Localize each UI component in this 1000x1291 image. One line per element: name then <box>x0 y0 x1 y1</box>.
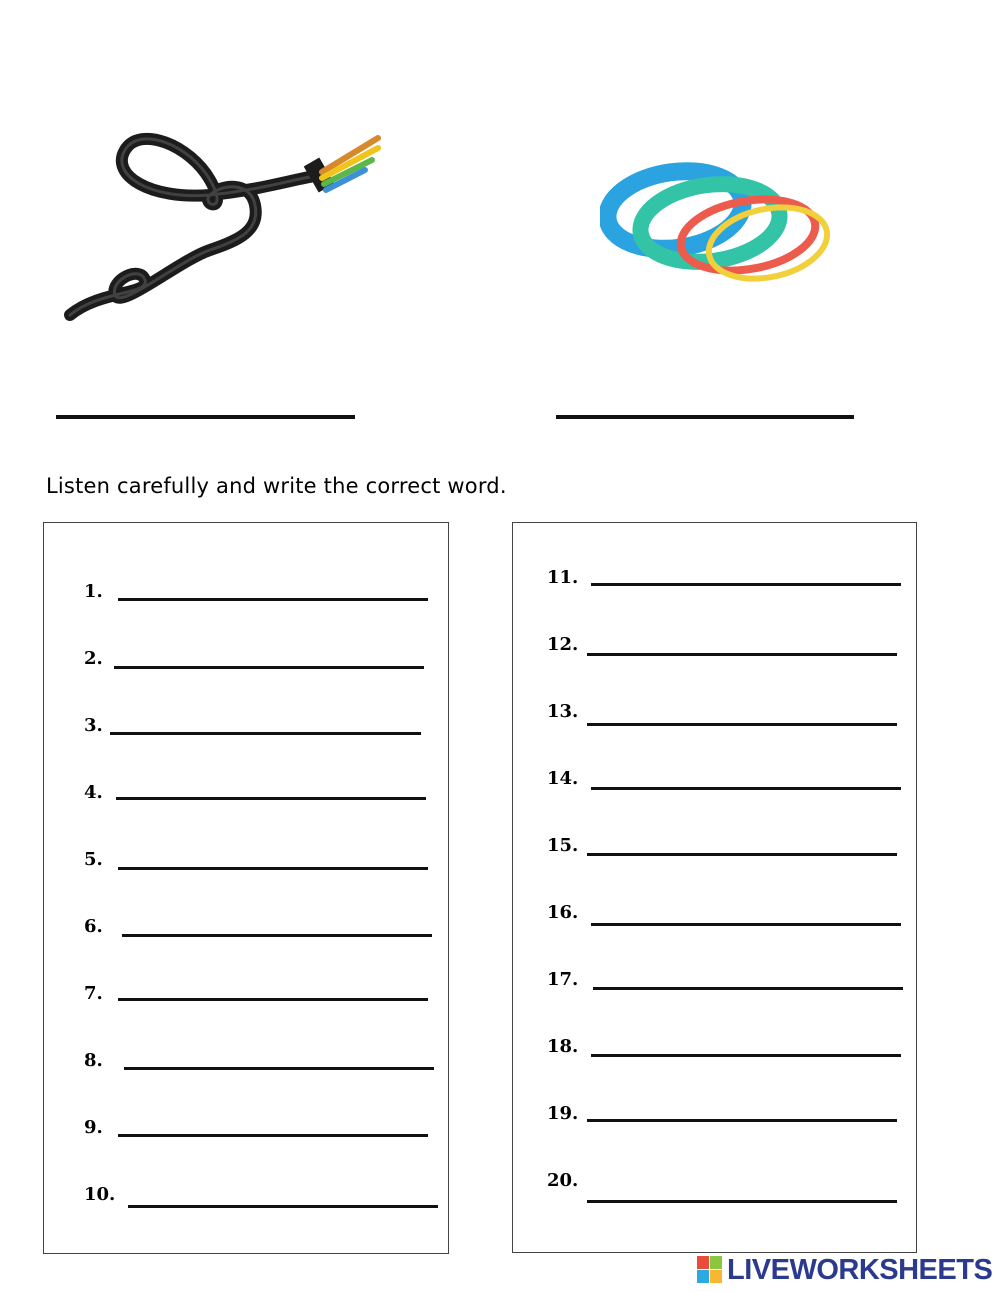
answer-line[interactable] <box>114 666 424 669</box>
answer-line[interactable] <box>591 1054 901 1057</box>
answer-line[interactable] <box>118 598 428 601</box>
answer-line[interactable] <box>587 853 897 856</box>
answer-line[interactable] <box>128 1205 438 1208</box>
answer-row <box>44 916 448 946</box>
item-number: 11. <box>547 567 579 588</box>
answer-row <box>513 1103 916 1133</box>
answer-row <box>44 715 448 745</box>
answer-line[interactable] <box>118 1134 428 1137</box>
item-number: 3. <box>84 715 103 736</box>
item-number: 14. <box>547 768 579 789</box>
item-number: 19. <box>547 1103 579 1124</box>
answer-row <box>44 983 448 1013</box>
answer-row <box>513 567 916 597</box>
item-number: 20. <box>547 1170 579 1191</box>
answer-line[interactable] <box>591 787 901 790</box>
item-number: 17. <box>547 969 579 990</box>
answer-line[interactable] <box>116 797 426 800</box>
answer-row <box>44 782 448 812</box>
item-number: 7. <box>84 983 103 1004</box>
item-number: 18. <box>547 1036 579 1057</box>
answer-row <box>44 849 448 879</box>
item-number: 6. <box>84 916 103 937</box>
logo-text: LIVEWORKSHEETS <box>727 1253 993 1286</box>
logo-blocks-icon <box>697 1256 723 1284</box>
right-answer-box <box>512 522 917 1253</box>
answer-line[interactable] <box>591 583 901 586</box>
answer-row <box>44 1117 448 1147</box>
answer-row <box>513 634 916 664</box>
rubber-bands-image <box>600 155 840 295</box>
answer-line[interactable] <box>593 987 903 990</box>
answer-row <box>513 1036 916 1066</box>
item-number: 2. <box>84 648 103 669</box>
item-number: 1. <box>84 581 103 602</box>
item-number: 10. <box>84 1184 116 1205</box>
item-number: 9. <box>84 1117 103 1138</box>
cable-answer-line[interactable] <box>56 415 355 419</box>
item-number: 12. <box>547 634 579 655</box>
answer-row <box>513 969 916 999</box>
item-number: 4. <box>84 782 103 803</box>
answer-row <box>513 768 916 798</box>
answer-row <box>44 1184 448 1214</box>
answer-row <box>44 648 448 678</box>
left-answer-box <box>43 522 449 1254</box>
answer-line[interactable] <box>122 934 432 937</box>
answer-line[interactable] <box>587 1119 897 1122</box>
item-number: 5. <box>84 849 103 870</box>
answer-line[interactable] <box>110 732 421 735</box>
answer-line[interactable] <box>124 1067 434 1070</box>
rubber-bands-answer-line[interactable] <box>556 415 854 419</box>
answer-row <box>513 835 916 865</box>
instruction-text: Listen carefully and write the correct word. <box>46 474 507 498</box>
answer-line[interactable] <box>587 1200 897 1203</box>
item-number: 8. <box>84 1050 103 1071</box>
liveworksheets-logo <box>697 1254 997 1286</box>
answer-line[interactable] <box>118 867 428 870</box>
electric-cable-image <box>60 120 400 330</box>
answer-line[interactable] <box>587 653 897 656</box>
answer-row <box>44 581 448 611</box>
item-number: 15. <box>547 835 579 856</box>
answer-row <box>513 701 916 731</box>
answer-row <box>513 902 916 932</box>
item-number: 13. <box>547 701 579 722</box>
answer-row <box>513 1170 916 1200</box>
answer-line[interactable] <box>118 998 428 1001</box>
answer-line[interactable] <box>591 923 901 926</box>
item-number: 16. <box>547 902 579 923</box>
answer-line[interactable] <box>587 723 897 726</box>
answer-row <box>44 1050 448 1080</box>
